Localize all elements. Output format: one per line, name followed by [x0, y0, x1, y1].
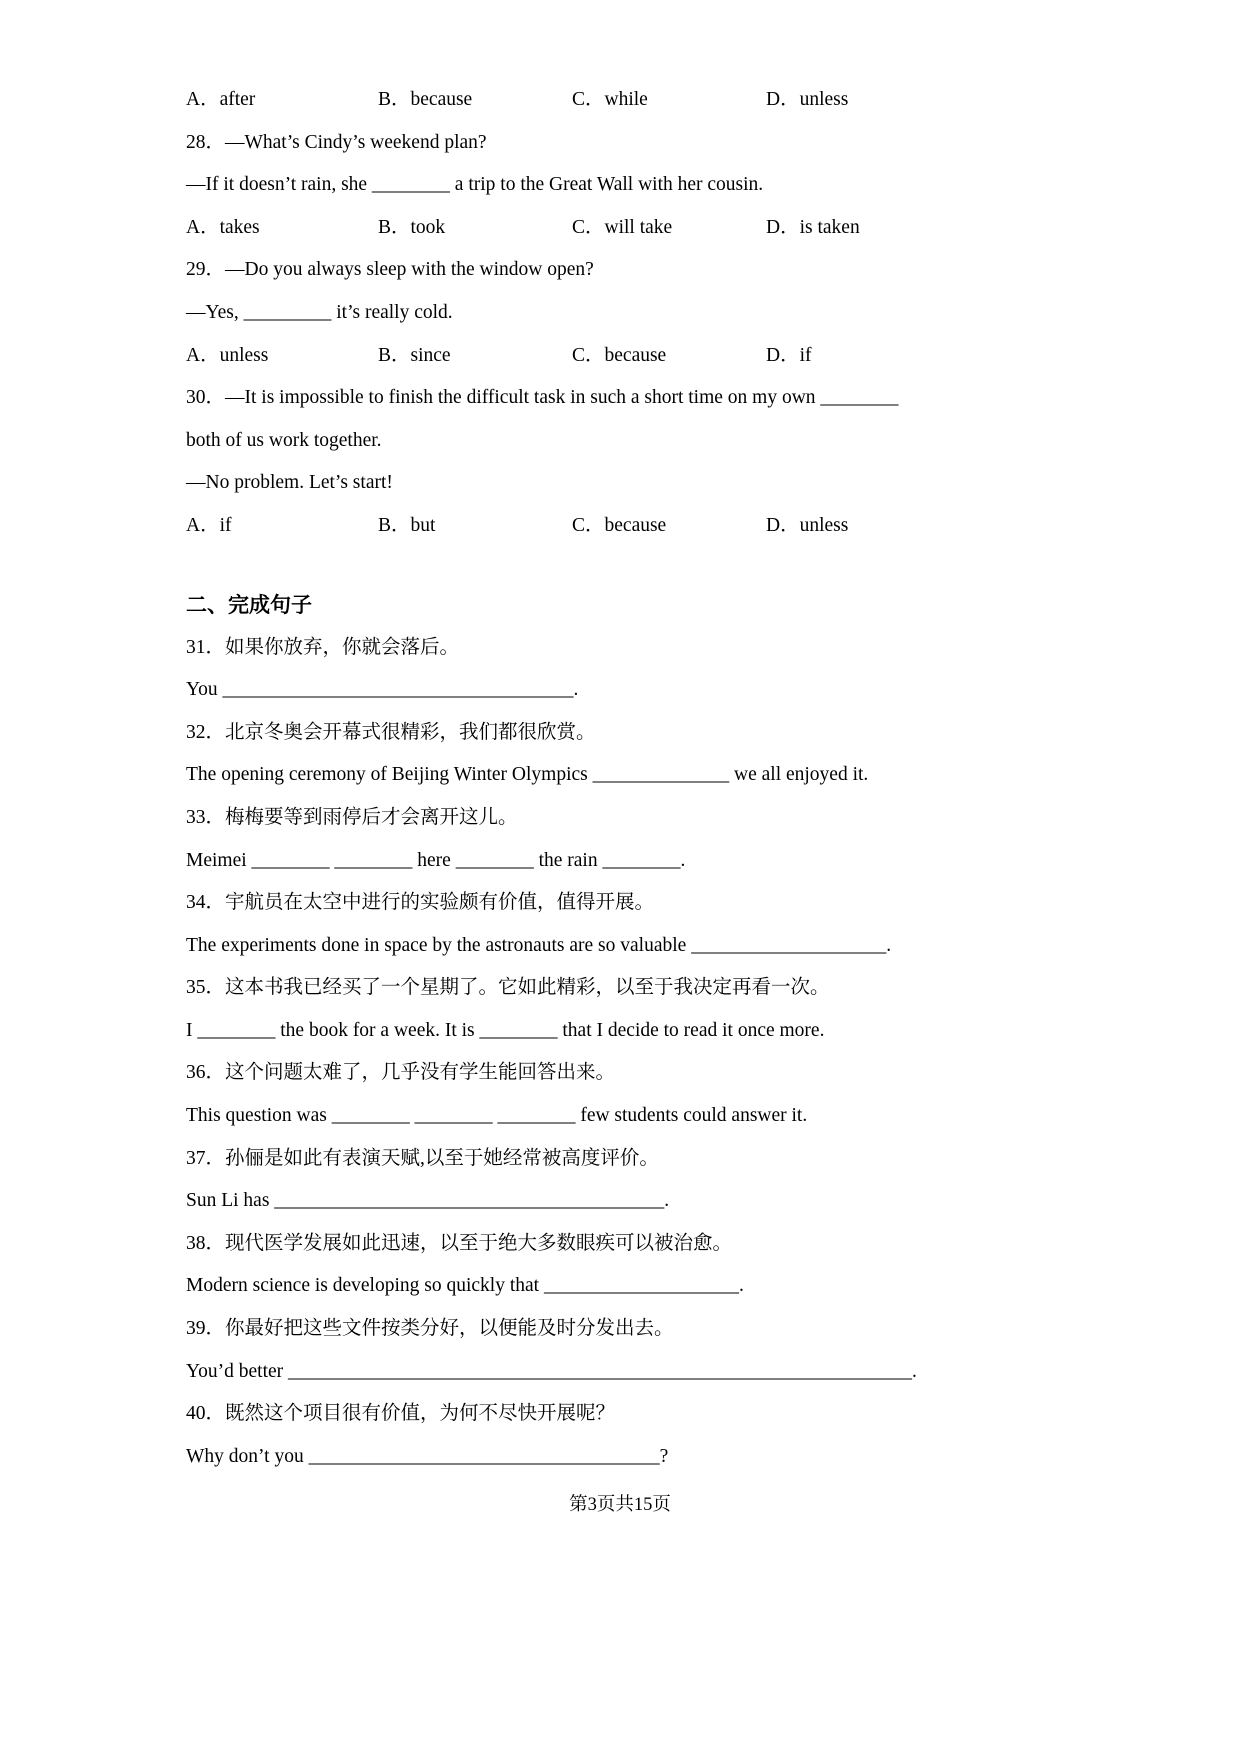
- question-36-english: This question was ________ ________ ________ few students could answer it.: [186, 1105, 808, 1127]
- question-37-english: Sun Li has ________________________________________.: [186, 1190, 670, 1212]
- question-27-options: [186, 79, 1066, 122]
- question-37-chinese: 37．孙俪是如此有表演天赋,以至于她经常被高度评价。: [186, 1147, 659, 1169]
- question-29-options: [186, 335, 1066, 378]
- question-27-options-c: C．while: [572, 89, 648, 110]
- question-29-options-a: A．unless: [186, 344, 269, 366]
- question-34-chinese: 34．宇航员在太空中进行的实验颇有价值，值得开展。: [186, 892, 655, 914]
- question-27-options-d: D．unless: [766, 89, 849, 110]
- question-29-options-b: B．since: [378, 344, 451, 366]
- document-body: [186, 79, 1066, 1478]
- question-28-options-c: C．will take: [572, 216, 673, 238]
- question-30-stem-line-2: both of us work together.: [186, 429, 382, 451]
- question-29-stem-line-2: —Yes, _________ it’s really cold.: [186, 301, 453, 323]
- question-29-options-c: C．because: [572, 344, 667, 366]
- question-33-english: Meimei ________ ________ here ________ the rain ________.: [186, 849, 686, 871]
- question-30-stem-line-1: 30．—It is impossible to finish the difficult task in such a short time on my own ________: [186, 387, 899, 409]
- question-31-english: You ____________________________________.: [186, 679, 579, 701]
- question-40-chinese: 40．既然这个项目很有价值，为何不尽快开展呢？: [186, 1403, 616, 1425]
- question-28-options-d: D．is taken: [766, 216, 860, 238]
- question-30-options-d: D．unless: [766, 514, 849, 536]
- question-30-options-a: A．if: [186, 514, 232, 536]
- question-33-chinese: 33．梅梅要等到雨停后才会离开这儿。: [186, 806, 518, 828]
- question-39-chinese: 39．你最好把这些文件按类分好，以便能及时分发出去。: [186, 1318, 674, 1340]
- question-36-chinese: 36．这个问题太难了，几乎没有学生能回答出来。: [186, 1062, 616, 1084]
- question-38-chinese: 38．现代医学发展如此迅速，以至于绝大多数眼疾可以被治愈。: [186, 1232, 733, 1254]
- question-29-options-d: D．if: [766, 344, 812, 366]
- question-35-chinese: 35．这本书我已经买了一个星期了。它如此精彩，以至于我决定再看一次。: [186, 977, 830, 999]
- question-40-english: Why don’t you ____________________________________?: [186, 1445, 669, 1467]
- question-30-options-c: C．because: [572, 514, 667, 536]
- question-27-options-b: B．because: [378, 89, 473, 110]
- question-28-stem-line-2: —If it doesn’t rain, she ________ a trip to the Great Wall with her cousin.: [186, 174, 764, 196]
- question-30-options: [186, 505, 1066, 548]
- question-29-stem-line-1: 29．—Do you always sleep with the window open?: [186, 259, 594, 281]
- page-footer: 第3页共15页: [569, 1495, 671, 1515]
- question-32-english: The opening ceremony of Beijing Winter Olympics ______________ we all enjoyed it.: [186, 764, 869, 786]
- question-34-english: The experiments done in space by the astronauts are so valuable ____________________.: [186, 934, 892, 956]
- question-39-english: You’d better ________________________________________________________________.: [186, 1360, 917, 1382]
- question-30-options-b: B．but: [378, 514, 436, 536]
- question-32-chinese: 32．北京冬奥会开幕式很精彩，我们都很欣赏。: [186, 721, 596, 743]
- section-2-heading: 二、完成句子: [186, 592, 312, 617]
- question-30-stem-line-3: —No problem. Let’s start!: [186, 472, 393, 494]
- question-38-english: Modern science is developing so quickly that ____________________.: [186, 1275, 744, 1297]
- question-28-options-b: B．took: [378, 216, 446, 238]
- question-28-options: [186, 207, 1066, 250]
- question-27-options-a: A．after: [186, 89, 256, 110]
- question-35-english: I ________ the book for a week. It is ________ that I decide to read it once more.: [186, 1019, 825, 1041]
- question-28-options-a: A．takes: [186, 216, 260, 238]
- question-28-stem-line-1: 28．—What’s Cindy’s weekend plan?: [186, 131, 487, 153]
- question-31-chinese: 31．如果你放弃，你就会落后。: [186, 636, 460, 658]
